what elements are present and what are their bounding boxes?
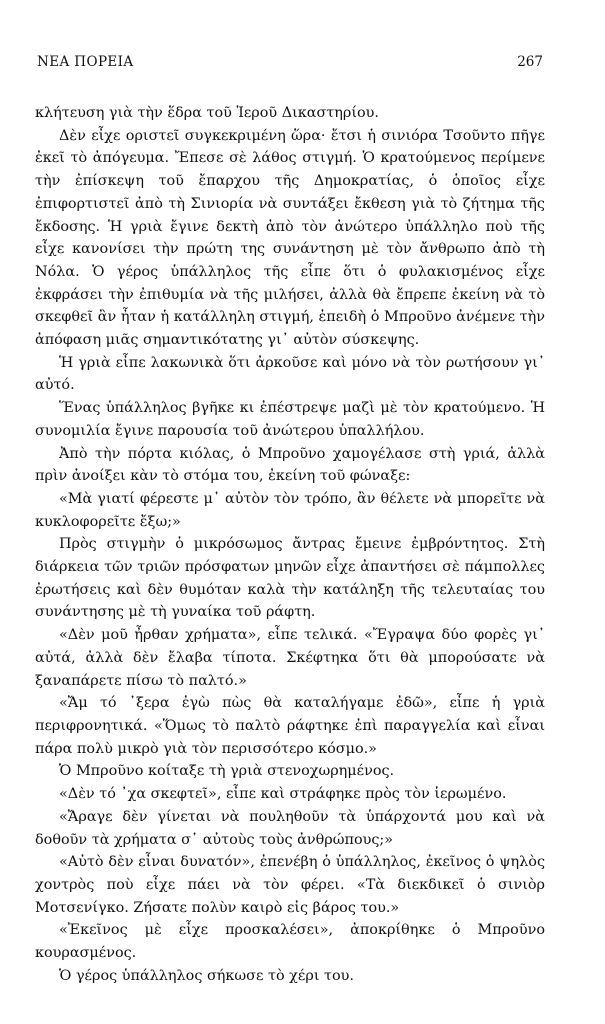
paragraph: «Ἐκεῖνος μὲ εἶχε προσκαλέσει», ἀποκρίθηκε ὁ Μπροῦνο κουρασμένος. <box>35 922 545 962</box>
page-number: 267 <box>517 54 543 70</box>
paragraph: Δὲν εἶχε οριστεῖ συγκεκριμένη ὥρα· ἔτσι ἡ σινιόρα Τσοῦντο πῆγε ἐκεῖ τὸ ἀπόγευμα. Ἔπεσε σὲ λάθος στιγμή. Ὁ κρατούμενος περίμενε τὴν ἐπίσκεψη τοῦ ἔπαρχου τῆς Δημοκρατίας, ὁ ὁποῖος εἶχε ἐπιφορτιστεῖ ἀπὸ τὴ Σινιορία νὰ συντάξει ἔκθεση γιὰ τὸ ζήτημα τῆς ἔκδοσης. Ἡ γριὰ ἔγινε δεκτὴ ἀπὸ τὸν ἀνώτερο ὑπάλληλο ποὺ τῆς εἶχε κανονίσει τὴν πρώτη της συνάντηση μὲ τὸν ἄνθρωπο ἀπὸ τὴ Νόλα. Ὁ γέρος ὑπάλληλος τῆς εἶπε ὅτι ὁ φυλακισμένος εἶχε ἐκφράσει τὴν ἐπιθυμία νὰ τῆς μιλήσει, ἀλλὰ θὰ ἔπρεπε ἐκείνη νὰ τὸ σκεφθεῖ ἂν ἦταν ἡ κατάλληλη στιγμή, ἐπειδὴ ὁ Μπροῦνο ἀνέμενε τὴν ἀπόφαση μιᾶς σημαντικότατης γι᾽ αὐτὸν σύσκεψης. <box>35 127 545 349</box>
page-header <box>37 54 543 76</box>
paragraph: «Μὰ γιατί φέρεστε μ᾽ αὐτὸν τὸν τρόπο, ἂν θέλετε νὰ μπορεῖτε νὰ κυκλοφορεῖτε ἔξω;» <box>35 490 545 530</box>
paragraph: «Ἄμ τό ᾽ξερα ἐγὼ πὼς θὰ καταλήγαμε ἐδῶ», εἶπε ἡ γριὰ περιφρονητικά. «Ὅμως τὸ παλτὸ ράφτηκε ἐπὶ παραγγελία καὶ εἶναι πάρα πολὺ μικρὸ γιὰ τὸν περισσότερο κόσμο.» <box>35 695 545 757</box>
paragraph: «Δὲν τό ᾽χα σκεφτεῖ», εἶπε καὶ στράφηκε πρὸς τὸν ἱερωμένο. <box>59 786 507 803</box>
paragraph: Ἡ γριὰ εἶπε λακωνικὰ ὅτι ἀρκοῦσε καὶ μόνο νὰ τὸν ρωτήσουν γι᾽ αὐτό. <box>35 354 545 394</box>
paragraph: Ὁ γέρος ὑπάλληλος σήκωσε τὸ χέρι του. <box>59 967 354 984</box>
body-text <box>35 102 545 987</box>
paragraph: Ὁ Μπροῦνο κοίταξε τὴ γριὰ στενοχωρημένος. <box>59 763 395 780</box>
paragraph: Πρὸς στιγμὴν ὁ μικρόσωμος ἄντρας ἔμεινε ἐμβρόντητος. Στὴ διάρκεια τῶν τριῶν πρόσφατων μηνῶν εἶχε ἀπαντήσει σὲ πάμπολλες ἐρωτήσεις καὶ δὲν θυμόταν καλὰ τὴν κατάληξη τῆς τελευταίας του συνάντησης μὲ τὴ γυναίκα τοῦ ράφτη. <box>35 536 545 621</box>
paragraph: «Αὐτὸ δὲν εἶναι δυνατόν», ἐπενέβη ὁ ὑπάλληλος, ἐκεῖνος ὁ ψηλὸς χοντρὸς ποὺ εἶχε πάει νὰ τὸν φέρει. «Τὰ διεκδικεῖ ὁ σινιὸρ Μοτσενίγκο. Ζήσατε πολὺν καιρὸ εἰς βάρος του.» <box>35 854 545 916</box>
paragraph: κλήτευση γιὰ τὴν ἕδρα τοῦ Ἱεροῦ Δικαστηρίου. <box>35 105 379 121</box>
paragraph: «Δὲν μοῦ ἦρθαν χρήματα», εἶπε τελικά. «Ἔγραψα δύο φορὲς γι᾽ αὐτά, ἀλλὰ δὲν ἔλαβα τίποτα. Σκέφτηκα ὅτι θὰ μπορούσατε νὰ ξαναπάρετε πίσω τὸ παλτό.» <box>35 627 545 689</box>
paragraph: «Ἄραγε δὲν γίνεται νὰ πουληθοῦν τὰ ὑπάρχοντά μου καὶ νὰ δοθοῦν τὰ χρήματα σ᾽ αὐτοὺς τοὺς ἀνθρώπους;» <box>35 808 545 848</box>
paragraph: Ἕνας ὑπάλληλος βγῆκε κι ἐπέστρεψε μαζὶ μὲ τὸν κρατούμενο. Ἡ συνομιλία ἔγινε παρουσία τοῦ ἀνώτερου ὑπαλλήλου. <box>35 400 545 439</box>
running-head: ΝΕΑ ΠΟΡΕΙΑ <box>37 54 134 70</box>
paragraph: Ἀπὸ τὴν πόρτα κιόλας, ὁ Μπροῦνο χαμογέλασε στὴ γριά, ἀλλὰ πρὶν ἀνοίξει κὰν τὸ στόμα του, ἐκείνη τοῦ φώναξε: <box>35 445 545 485</box>
